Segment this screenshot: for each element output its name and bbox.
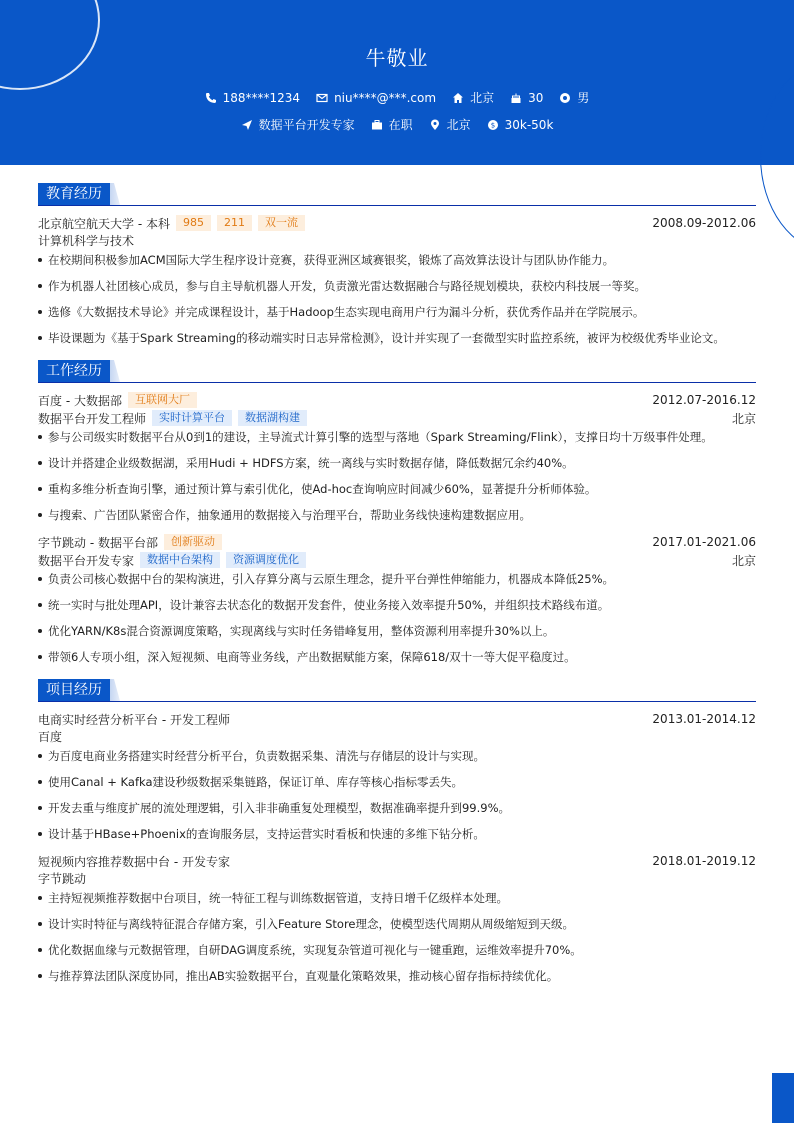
list-item: 设计基于HBase+Phoenix的查询服务层，支持运营实时看板和快速的多维下钻分析。 xyxy=(38,826,756,842)
education-entry-header xyxy=(38,214,756,232)
list-item: 重构多维分析查询引擎，通过预计算与索引优化，使Ad-hoc查询响应时间减少60%，显著提升分析师体验。 xyxy=(38,481,756,497)
project-bullets xyxy=(38,890,756,984)
list-item: 在校期间积极参加ACM国际大学生程序设计竞赛，获得亚洲区域赛银奖，锻炼了高效算法设计与团队协作能力。 xyxy=(38,252,756,268)
section-title: 教育经历 xyxy=(38,183,110,205)
list-item: 统一实时与批处理API，设计兼容去状态化的数据开发套件，使业务接入效率提升50%，并组织技术路线布道。 xyxy=(38,597,756,613)
list-item: 毕设课题为《基于Spark Streaming的移动端实时日志异常检测》，设计并实现了一套微型实时监控系统，被评为校级优秀毕业论文。 xyxy=(38,330,756,346)
education-bullets xyxy=(38,252,756,346)
list-item: 作为机器人社团核心成员，参与自主导航机器人开发，负责激光雷达数据融合与路径规划模块，获校内科技展一等奖。 xyxy=(38,278,756,294)
project-entry-header xyxy=(38,710,756,728)
section-title-tail xyxy=(110,183,120,205)
list-item: 参与公司级实时数据平台从0到1的建设，主导流式计算引擎的选型与落地（Spark Streaming/Flink），支撑日均十万级事件处理。 xyxy=(38,429,756,445)
list-item: 优化数据血缘与元数据管理，自研DAG调度系统，实现复杂管道可视化与一键重跑，运维效率提升70%。 xyxy=(38,942,756,958)
project-section xyxy=(38,679,756,984)
work-date: 2012.07-2016.12 xyxy=(652,393,756,407)
work-date: 2017.01-2021.06 xyxy=(652,535,756,549)
project-name: 短视频内容推荐数据中台 - 开发专家 xyxy=(38,854,230,869)
school-tag: 双一流 xyxy=(258,215,305,231)
gender-icon xyxy=(559,92,571,104)
role-group xyxy=(38,410,307,427)
section-header xyxy=(38,360,756,383)
list-item: 主持短视频推荐数据中台项目，统一特征工程与训练数据管道，支持日增千亿级样本处理。 xyxy=(38,890,756,906)
target-city-info xyxy=(429,116,471,133)
work-entry-header xyxy=(38,391,756,409)
school-name: 北京航空航天大学 - 本科 xyxy=(38,216,170,231)
role-group xyxy=(38,552,306,569)
work-bullets xyxy=(38,429,756,523)
status-text: 在职 xyxy=(388,118,413,132)
resume-body xyxy=(38,183,756,998)
home-icon xyxy=(452,92,464,104)
header-banner xyxy=(0,0,794,165)
age-info xyxy=(510,91,543,105)
role-title: 数据平台开发工程师 xyxy=(38,411,147,426)
project-org: 字节跳动 xyxy=(38,872,87,886)
mail-icon xyxy=(316,92,328,104)
work-section xyxy=(38,360,756,665)
list-item: 与推荐算法团队深度协同，推出AB实验数据平台，直观量化策略效果，推动核心留存指标持续优化。 xyxy=(38,968,756,984)
education-date: 2008.09-2012.06 xyxy=(652,216,756,230)
location-pin-icon xyxy=(429,119,441,131)
list-item: 选修《大数据技术导论》并完成课程设计，基于Hadoop生态实现电商用户行为漏斗分析，获优秀作品并在学院展示。 xyxy=(38,304,756,320)
school-tag: 211 xyxy=(217,215,252,231)
target-position-info xyxy=(241,116,355,133)
svg-text:$: $ xyxy=(490,121,495,130)
role-tag: 数据中台架构 xyxy=(140,552,220,568)
target-position-text: 数据平台开发专家 xyxy=(258,118,355,132)
project-date: 2018.01-2019.12 xyxy=(652,854,756,868)
company-tag: 创新驱动 xyxy=(164,534,222,550)
section-title-tail xyxy=(110,679,120,701)
age-text: 30 xyxy=(528,90,544,105)
project-date: 2013.01-2014.12 xyxy=(652,712,756,726)
project-name: 电商实时经营分析平台 - 开发工程师 xyxy=(38,712,230,727)
list-item: 负责公司核心数据中台的架构演进，引入存算分离与云原生理念，提升平台弹性伸缩能力，机器成本降低25%。 xyxy=(38,571,756,587)
section-title-tail xyxy=(110,360,120,382)
send-icon xyxy=(241,119,253,131)
phone-text: 188****1234 xyxy=(222,90,301,105)
list-item: 设计并搭建企业级数据湖，采用Hudi + HDFS方案，统一离线与实时数据存储，降低数据冗余约40%。 xyxy=(38,455,756,471)
contact-row xyxy=(0,89,794,106)
project-org: 百度 xyxy=(38,730,63,744)
section-header xyxy=(38,183,756,206)
project-entry-header xyxy=(38,852,756,870)
list-item: 与搜索、广告团队紧密合作，抽象通用的数据接入与治理平台，帮助业务线快速构建数据应用。 xyxy=(38,507,756,523)
role-tag: 资源调度优化 xyxy=(226,552,306,568)
section-header xyxy=(38,679,756,702)
company-name: 百度 - 大数据部 xyxy=(38,393,122,408)
list-item: 为百度电商业务搭建实时经营分析平台，负责数据采集、清洗与存储层的设计与实现。 xyxy=(38,748,756,764)
role-tag: 数据湖构建 xyxy=(238,410,307,426)
work-city: 北京 xyxy=(731,553,756,568)
status-info xyxy=(371,116,413,133)
decorative-corner-block xyxy=(772,1073,794,1123)
gender-info xyxy=(559,89,589,106)
work-role-line xyxy=(38,551,756,569)
email-info xyxy=(316,91,436,105)
hometown-text: 北京 xyxy=(470,91,495,105)
section-title: 项目经历 xyxy=(38,679,110,701)
company-tag: 互联网大厂 xyxy=(128,392,197,408)
hometown-info xyxy=(452,89,494,106)
education-section xyxy=(38,183,756,346)
section-title: 工作经历 xyxy=(38,360,110,382)
company-group xyxy=(38,392,197,409)
briefcase-icon xyxy=(371,119,383,131)
work-entry-header xyxy=(38,533,756,551)
school-tag: 985 xyxy=(176,215,211,231)
project-bullets xyxy=(38,748,756,842)
money-icon xyxy=(487,119,499,131)
role-title: 数据平台开发专家 xyxy=(38,553,135,568)
list-item: 带领6人专项小组，深入短视频、电商等业务线，产出数据赋能方案，保障618/双十一等大促平稳度过。 xyxy=(38,649,756,665)
company-group xyxy=(38,534,222,551)
candidate-name: 牛敬业 xyxy=(365,46,429,70)
company-name: 字节跳动 - 数据平台部 xyxy=(38,535,158,550)
education-school-group xyxy=(38,215,305,232)
list-item: 使用Canal + Kafka建设秒级数据采集链路，保证订单、库存等核心指标零丢失。 xyxy=(38,774,756,790)
phone-info xyxy=(205,91,300,105)
work-bullets xyxy=(38,571,756,665)
list-item: 设计实时特征与离线特征混合存储方案，引入Feature Store理念，使模型迭代周期从周级缩短到天级。 xyxy=(38,916,756,932)
cake-icon xyxy=(510,92,522,104)
work-city: 北京 xyxy=(731,411,756,426)
phone-icon xyxy=(205,92,217,104)
salary-text: 30k-50k xyxy=(504,117,554,132)
salary-info xyxy=(487,118,554,132)
gender-text: 男 xyxy=(577,91,590,105)
job-intent-row xyxy=(0,116,794,133)
work-role-line xyxy=(38,409,756,427)
role-tag: 实时计算平台 xyxy=(152,410,232,426)
list-item: 优化YARN/K8s混合资源调度策略，实现离线与实时任务错峰复用，整体资源利用率提升30%以上。 xyxy=(38,623,756,639)
list-item: 开发去重与维度扩展的流处理逻辑，引入非非确重复处理模型，数据准确率提升到99.9%。 xyxy=(38,800,756,816)
email-text: niu****@***.com xyxy=(334,90,437,105)
major: 计算机科学与技术 xyxy=(38,234,135,248)
target-city-text: 北京 xyxy=(446,118,471,132)
